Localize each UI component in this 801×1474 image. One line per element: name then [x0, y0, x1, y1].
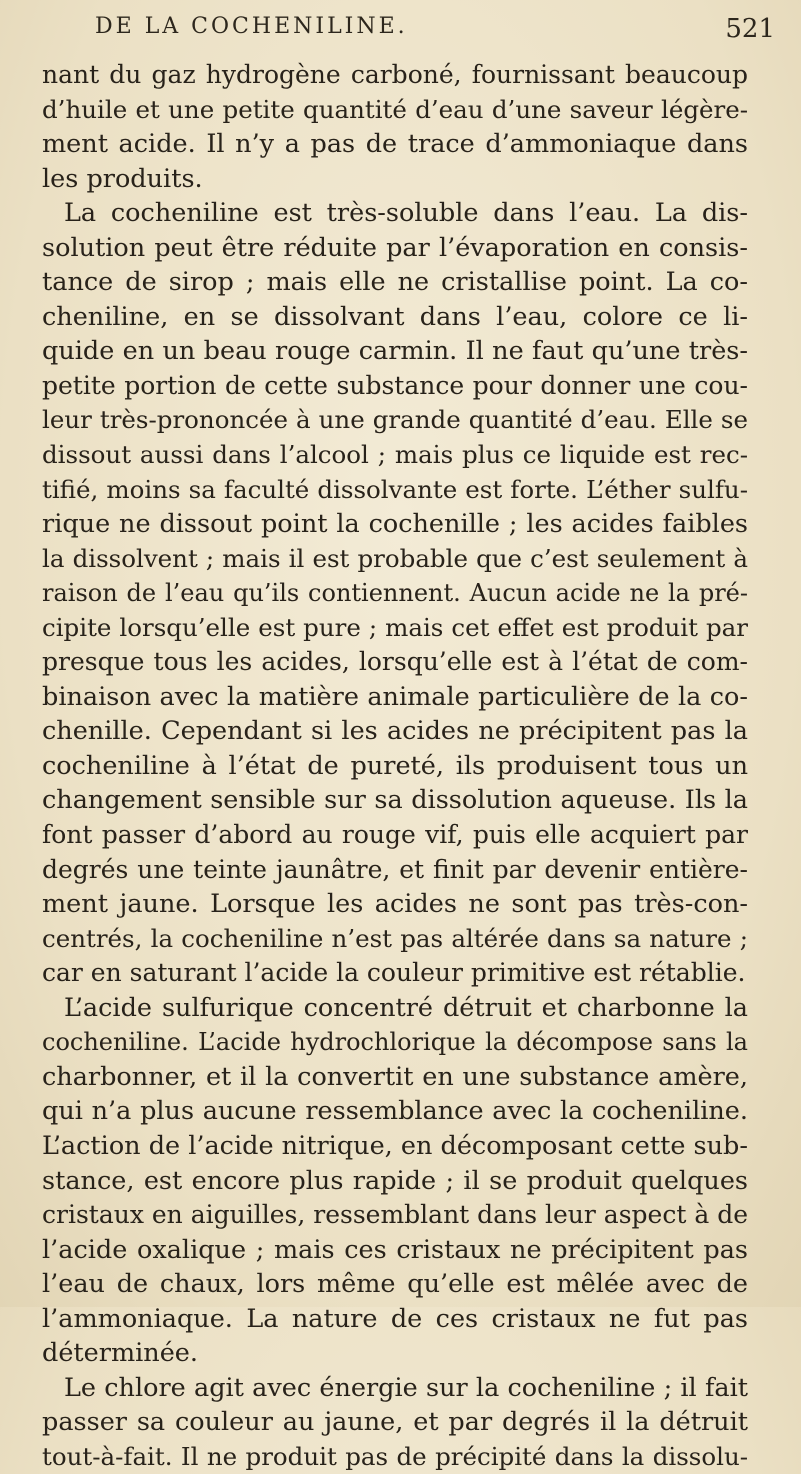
text-line: degrés une teinte jaunâtre, et finit par devenir entière- — [42, 854, 748, 884]
text-line: leur très-prononcée à une grande quantité d’eau. Elle se — [42, 405, 748, 435]
text-line: ment acide. Il n’y a pas de trace d’ammoniaque dans — [42, 129, 748, 160]
text-line: rique ne dissout point la cochenille ; les acides faibles — [42, 509, 748, 540]
text-line: cristaux en aiguilles, ressemblant dans leur aspect à de — [42, 1200, 748, 1230]
text-line: stance, est encore plus rapide ; il se produit quelques — [42, 1165, 748, 1196]
text-line: presque tous les acides, lorsqu’elle est à l’état de com- — [42, 647, 748, 677]
text-line: chenille. Cependant si les acides ne précipitent pas la — [42, 716, 748, 747]
page-number: 521 — [725, 14, 775, 44]
text-line: déterminée. — [42, 1338, 198, 1369]
text-line: cocheniline à l’état de pureté, ils produisent tous un — [42, 750, 748, 781]
text-line: l’acide oxalique ; mais ces cristaux ne précipitent pas — [42, 1234, 748, 1265]
text-line: raison de l’eau qu’ils contiennent. Aucun acide ne la pré- — [42, 579, 748, 608]
text-line: qui n’a plus aucune ressemblance avec la cocheniline. — [42, 1096, 748, 1127]
text-line: La cocheniline est très-soluble dans l’eau. La dis- — [64, 198, 748, 229]
text-line: l’eau de chaux, lors même qu’elle est mêlée avec de — [42, 1269, 748, 1300]
text-line: L’action de l’acide nitrique, en décomposant cette sub- — [42, 1130, 748, 1161]
text-line: cocheniline. L’acide hydrochlorique la décompose sans la — [42, 1028, 748, 1057]
text-line: passer sa couleur au jaune, et par degrés il la détruit — [42, 1407, 748, 1438]
text-line: nant du gaz hydrogène carboné, fournissant beaucoup — [42, 60, 748, 89]
running-title: DE LA COCHENILINE. — [95, 14, 408, 39]
text-line: centrés, la cocheniline n’est pas altérée dans sa nature ; — [42, 923, 748, 953]
text-line: car en saturant l’acide la couleur primitive est rétablie. — [42, 958, 746, 988]
text-line: tifié, moins sa faculté dissolvante est forte. L’éther sulfu- — [42, 474, 748, 504]
text-line: cheniline, en se dissolvant dans l’eau, colore ce li- — [42, 301, 748, 332]
text-line: tance de sirop ; mais elle ne cristallise point. La co- — [42, 267, 748, 298]
text-line: solution peut être réduite par l’évaporation en consis- — [42, 232, 748, 263]
text-line: ment jaune. Lorsque les acides ne sont pas très-con- — [42, 889, 748, 920]
text-line: charbonner, et il la convertit en une substance amère, — [42, 1061, 748, 1092]
text-line: cipite lorsqu’elle est pure ; mais cet effet est produit par — [42, 612, 748, 642]
page-header — [95, 10, 775, 54]
text-line: petite portion de cette substance pour donner une cou- — [42, 370, 748, 400]
text-line: les produits. — [42, 163, 203, 194]
text-line: font passer d’abord au rouge vif, puis elle acquiert par — [42, 820, 748, 850]
text-line: tout-à-fait. Il ne produit pas de précipité dans la dissolu- — [42, 1441, 748, 1471]
text-line: l’ammoniaque. La nature de ces cristaux ne fut pas — [42, 1303, 748, 1334]
text-line: L’acide sulfurique concentré détruit et charbonne la — [64, 992, 748, 1023]
text-line: binaison avec la matière animale particulière de la co- — [42, 681, 748, 712]
text-line: la dissolvent ; mais il est probable que c’est seulement à — [42, 543, 748, 573]
text-line: d’huile et une petite quantité d’eau d’une saveur légère- — [42, 94, 748, 124]
text-line: quide en un beau rouge carmin. Il ne faut qu’une très- — [42, 336, 748, 367]
text-line: Le chlore agit avec énergie sur la cocheniline ; il fait — [64, 1372, 748, 1403]
text-line: changement sensible sur sa dissolution aqueuse. Ils la — [42, 785, 748, 816]
text-line: dissout aussi dans l’alcool ; mais plus ce liquide est rec- — [42, 440, 748, 470]
body-text — [42, 58, 748, 1474]
